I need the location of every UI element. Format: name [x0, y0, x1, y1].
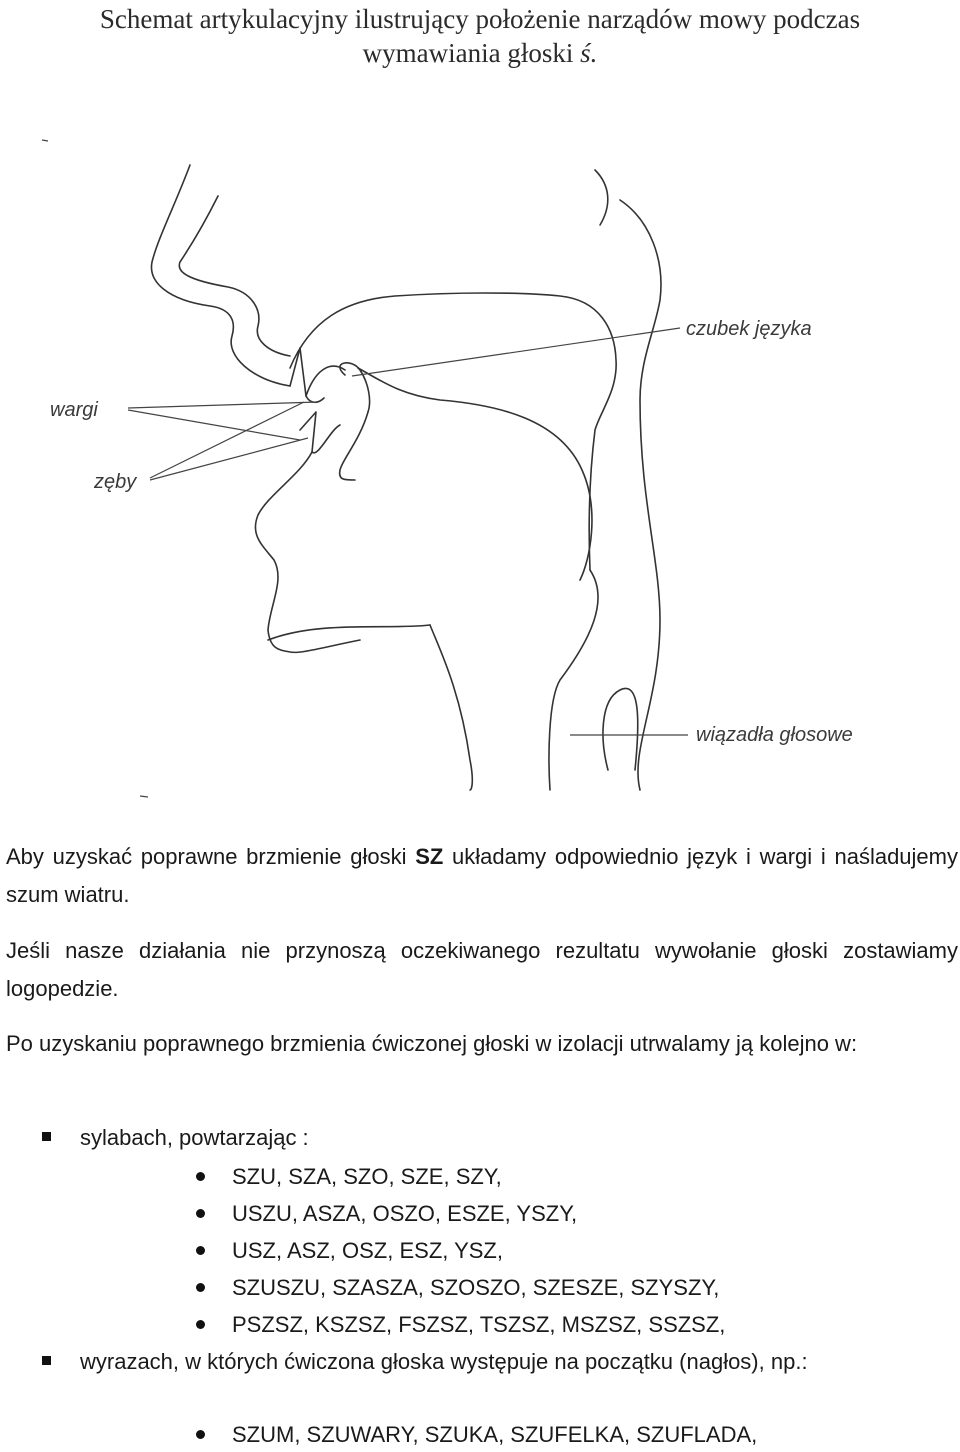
syllable-text: SZUSZU, SZASZA, SZOSZO, SZESZE, SZYSZY,	[232, 1275, 720, 1300]
nose-inner-line	[179, 196, 290, 356]
palate-line	[290, 293, 616, 570]
intro-bold-sz: SZ	[415, 844, 444, 869]
round-bullet-icon	[196, 1320, 205, 1329]
syllable-text: USZ, ASZ, OSZ, ESZ, YSZ,	[232, 1238, 503, 1263]
intro-paragraph	[6, 838, 958, 914]
teeth-leader-2	[150, 438, 308, 480]
lower-teeth	[300, 412, 340, 453]
title-line-1: Schemat artykulacyjny ilustrujący położenie narządów mowy podczas	[99, 4, 861, 34]
round-bullet-icon	[196, 1430, 205, 1439]
lips-leader-2	[128, 410, 300, 440]
head-outline	[151, 165, 660, 790]
jaw-line	[268, 625, 430, 640]
label-vocal-folds: wiązadła głosowe	[696, 724, 853, 746]
syllable-text: SZU, SZA, SZO, SZE, SZY,	[232, 1164, 502, 1189]
label-teeth: zęby	[94, 471, 137, 493]
scan-artifact-top	[42, 140, 48, 141]
round-bullet-icon	[196, 1283, 205, 1292]
lips-leader-1	[128, 402, 318, 408]
vocal-folds	[603, 688, 638, 770]
syllable-text: USZU, ASZA, OSZO, ESZE, YSZY,	[232, 1201, 578, 1226]
word-text: SZUM, SZUWARY, SZUKA, SZUFELKA, SZUFLADA,	[232, 1422, 758, 1447]
throat-back	[549, 570, 598, 790]
intro-text-start: Aby uzyskać poprawne brzmienie głoski	[6, 844, 416, 869]
teeth-leader-1	[150, 402, 304, 478]
title-glyph: ś.	[580, 38, 598, 68]
throat-front	[430, 625, 472, 790]
label-lips: wargi	[50, 399, 98, 421]
scan-artifact-bottom	[140, 796, 148, 797]
upper-teeth	[306, 366, 345, 396]
round-bullet-icon	[196, 1209, 205, 1218]
square-bullet-icon	[42, 1132, 51, 1141]
round-bullet-icon	[196, 1246, 205, 1255]
tongue-tip-leader	[352, 328, 680, 376]
round-bullet-icon	[196, 1172, 205, 1181]
specialist-text: Jeśli nasze działania nie przynoszą oczekiwanego rezultatu wywołanie głoski zostawiamy logopedzie.	[6, 938, 958, 1001]
nasal-back	[595, 170, 608, 225]
label-tongue-tip: czubek języka	[686, 318, 812, 340]
title-line-2: wymawiania głoski	[362, 38, 581, 68]
tongue-underside	[340, 412, 368, 480]
practice-paragraph	[6, 1025, 958, 1063]
syllable-text: PSZSZ, KSZSZ, FSZSZ, TSZSZ, MSZSZ, SSZSZ,	[232, 1312, 726, 1337]
intro-text-end: układamy odpowiednio język i wargi i naśladujemy szum wiatru.	[6, 844, 958, 907]
specialist-paragraph	[6, 932, 958, 1008]
lower-lip-chin	[255, 452, 360, 652]
words-heading: wyrazach, w których ćwiczona głoska występuje na początku (nagłos), np.:	[80, 1349, 808, 1374]
syllables-heading: sylabach, powtarzając :	[80, 1125, 309, 1150]
pharynx-back	[620, 200, 661, 790]
tongue-body	[358, 368, 592, 580]
practice-text: Po uzyskaniu poprawnego brzmienia ćwiczonej głoski w izolacji utrwalamy ją kolejno w:	[6, 1031, 858, 1056]
square-bullet-icon	[42, 1356, 51, 1365]
nose-outer-line	[151, 165, 290, 386]
